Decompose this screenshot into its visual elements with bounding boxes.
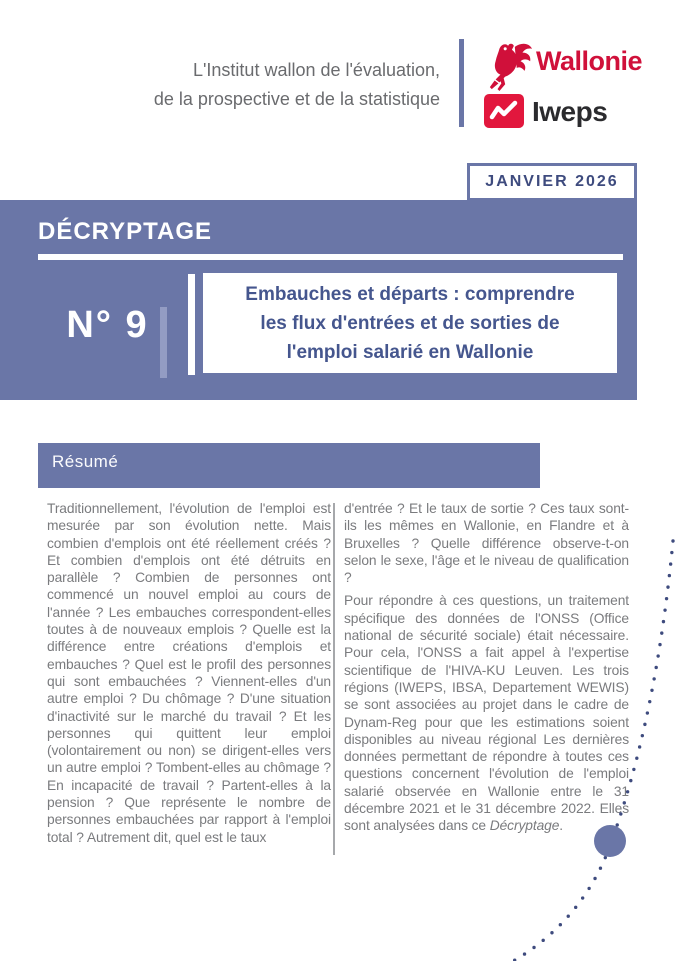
resume-column-right [344, 500, 629, 835]
publication-title-line3: l'emploi salarié en Wallonie [286, 341, 534, 363]
date-badge: JANVIER 2026 [467, 163, 637, 201]
resume-right-paragraph-1: d'entrée ? Et le taux de sortie ? Ces taux sont-ils les mêmes en Wallonie, en Flandre et à Bruxelles ? Quelle différence observe-t-on selon le sexe, l'âge et le niveau de qualification ? [344, 501, 629, 586]
iweps-chart-icon [484, 94, 524, 128]
resume-right-paragraph-2-italic: Décryptage [489, 818, 560, 834]
resume-right-paragraph-2-end: . [559, 818, 564, 834]
wallonie-logo-text: Wallonie [536, 46, 643, 76]
issue-number: N° 9 [66, 304, 149, 346]
collection-band [0, 200, 637, 400]
resume-column-left [47, 500, 331, 846]
iweps-logo-text: Iweps [532, 96, 608, 127]
resume-heading: Résumé [38, 443, 540, 488]
resume-right-paragraph-2 [344, 592, 629, 834]
publication-title-line1: Embauches et départs : comprendre [245, 283, 575, 305]
column-divider [333, 503, 335, 855]
institute-name-line1: L'Institut wallon de l'évaluation, [192, 60, 440, 80]
issue-number-accent-bar [160, 307, 167, 378]
resume-left-paragraph-1: Traditionnellement, l'évolution de l'emploi est mesurée par son évolution nette. Mais combien d'emplois ont été réellement créés ? Et combien d'emplois ont été détruits en parallèle ? Combien de personnes ont commencé un nouvel emploi au cours de l'année ? Les embauches correspondent-elles toutes à de nouveaux emplois ? Quelle est la différence entre créations d'emplois et embauches ? Quel est le profil des personnes qui sont embauchées ? Viennent-elles d'un autre emploi ? Du chômage ? D'une situation d'inactivité sur le marché du travail ? Et les personnes qui quittent leur emploi (volontairement ou non) se dirigent-elles vers un autre emploi ? Tombent-elles au chômage ? En incapacité de travail ? Partent-elles à la pension ? Que représente le nombre de personnes embauchées par rapport à l'emploi total ? Autrement dit, quel est le taux [47, 501, 331, 845]
collection-underline [38, 254, 623, 260]
publication-title-line2: les flux d'entrées et de sorties de [260, 312, 560, 334]
institute-name [100, 56, 440, 114]
wallonie-logo [484, 38, 664, 93]
title-accent-bar [188, 274, 195, 375]
publication-title [203, 273, 617, 373]
resume-right-paragraph-2-main: Pour répondre à ces questions, un traitement spécifique des données de l'ONSS (Office national de sécurité sociale) était nécessaire. Pour cela, l'ONSS a fait appel à l'expertise scientifique de l'HIVA-KU Leuven. Les trois régions (IWEPS, IBSA, Departement WEWIS) se sont associées au projet dans le cadre de Dynam-Reg pour que les estimations soient disponibles au niveau régional Les dernières données permettant de répondre à toutes ces questions concernent l'évolution de l'emploi salarié observée en Wallonie entre le 31 décembre 2021 et le 31 décembre 2022. Elles sont analysées dans ce [344, 593, 629, 834]
rooster-icon [486, 40, 534, 99]
iweps-logo [484, 94, 664, 130]
institute-name-line2: de la prospective et de la statistique [153, 89, 440, 109]
header-divider [459, 39, 464, 127]
collection-title: DÉCRYPTAGE [38, 218, 213, 245]
